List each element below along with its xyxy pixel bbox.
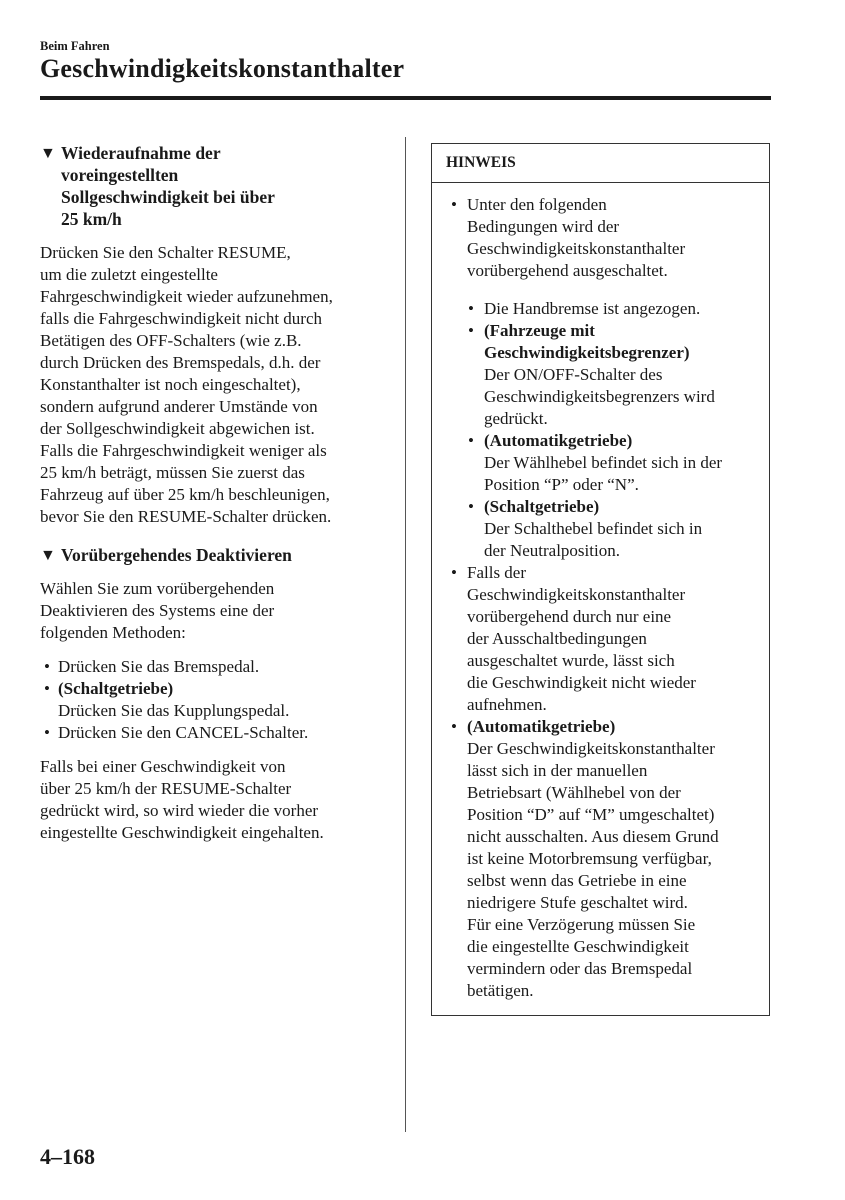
note-line: die eingestellte Geschwindigkeit (467, 937, 689, 956)
note-line: Position “P” oder “N”. (484, 475, 639, 494)
note-item (449, 562, 764, 716)
section-outro-deactivate (40, 756, 385, 844)
heading-line: Wiederaufnahme der (61, 143, 221, 163)
list-item (40, 678, 385, 722)
note-line: Der Wählhebel befindet sich in der (484, 453, 723, 472)
bullet-icon: • (44, 679, 50, 698)
note-condition: (Automatikgetriebe) (484, 431, 633, 450)
body-line: Falls bei einer Geschwindigkeit von (40, 757, 286, 776)
body-line: Wählen Sie zum vorübergehenden (40, 579, 275, 598)
note-line: niedrigere Stufe geschaltet wird. (467, 893, 688, 912)
body-line: eingestellte Geschwindigkeit eingehalten. (40, 823, 324, 842)
list-item-text: Drücken Sie den CANCEL-Schalter. (58, 723, 309, 742)
note-item (449, 716, 764, 1002)
note-line: gedrückt. (484, 409, 548, 428)
body-line: Fahrgeschwindigkeit wieder aufzunehmen, (40, 287, 333, 306)
list-item (40, 722, 385, 744)
section-heading-deactivate (40, 544, 385, 566)
body-line: Drücken Sie den Schalter RESUME, (40, 243, 291, 262)
note-subitem (449, 320, 764, 430)
bullet-icon: • (468, 497, 474, 516)
note-line: Position “D” auf “M” umgeschaltet) (467, 805, 715, 824)
chapter-label: Beim Fahren (40, 39, 110, 53)
left-column (40, 142, 385, 844)
note-line: Der Geschwindigkeitskonstanthalter (467, 739, 715, 758)
note-subitem (449, 430, 764, 496)
body-line: sondern aufgrund anderer Umstände von (40, 397, 318, 416)
section-body-resume (40, 242, 385, 528)
body-line: falls die Fahrgeschwindigkeit nicht durch (40, 309, 323, 328)
body-line: der Sollgeschwindigkeit abgewichen ist. (40, 419, 315, 438)
note-title: HINWEIS (446, 154, 516, 171)
body-line: Deaktivieren des Systems eine der (40, 601, 275, 620)
body-line: 25 km/h beträgt, müssen Sie zuerst das (40, 463, 305, 482)
note-condition: (Fahrzeuge mit (484, 321, 595, 340)
list-item-condition: (Schaltgetriebe) (58, 679, 174, 698)
list-item-text: Drücken Sie das Kupplungspedal. (58, 701, 290, 720)
note-item (449, 194, 764, 282)
bullet-icon: • (451, 563, 457, 582)
note-line: Geschwindigkeitskonstanthalter (467, 239, 686, 258)
bullet-icon: • (44, 657, 50, 676)
note-line: Falls der (467, 563, 527, 582)
bullet-icon: • (451, 195, 457, 214)
page-title: Geschwindigkeitskonstanthalter (40, 54, 405, 83)
note-line: die Geschwindigkeit nicht wieder (467, 673, 696, 692)
body-line: über 25 km/h der RESUME-Schalter (40, 779, 292, 798)
bullet-icon: • (44, 723, 50, 742)
page-number: 4–168 (40, 1144, 95, 1169)
note-line: Unter den folgenden (467, 195, 607, 214)
note-line: Für eine Verzögerung müssen Sie (467, 915, 696, 934)
body-line: Betätigen des OFF-Schalters (wie z.B. (40, 331, 302, 350)
body-line: bevor Sie den RESUME-Schalter drücken. (40, 507, 332, 526)
note-line: ist keine Motorbremsung verfügbar, (467, 849, 712, 868)
note-condition: (Automatikgetriebe) (467, 717, 616, 736)
list-item-text: Drücken Sie das Bremspedal. (58, 657, 260, 676)
note-line: Die Handbremse ist angezogen. (484, 299, 701, 318)
note-line: vermindern oder das Bremspedal (467, 959, 693, 978)
note-body (449, 194, 764, 1002)
list-item (40, 656, 385, 678)
note-line: lässt sich in der manuellen (467, 761, 648, 780)
note-condition: (Schaltgetriebe) (484, 497, 600, 516)
section-heading-resume (40, 142, 385, 230)
bullet-icon: • (468, 321, 474, 340)
note-line: vorübergehend ausgeschaltet. (467, 261, 668, 280)
heading-line: Vorübergehendes Deaktivieren (61, 545, 292, 565)
note-subitem (449, 298, 764, 320)
note-condition: Geschwindigkeitsbegrenzer) (484, 343, 690, 362)
note-line: der Neutralposition. (484, 541, 620, 560)
note-line: Bedingungen wird der (467, 217, 620, 236)
note-line: der Ausschaltbedingungen (467, 629, 647, 648)
note-line: Betriebsart (Wählhebel von der (467, 783, 681, 802)
body-line: Falls die Fahrgeschwindigkeit weniger als (40, 441, 327, 460)
triangle-down-icon: ▼ (40, 145, 56, 162)
note-box (431, 143, 770, 1016)
heading-line: Sollgeschwindigkeit bei über (61, 187, 275, 207)
bullet-icon: • (451, 717, 457, 736)
heading-line: voreingestellten (61, 165, 179, 185)
note-line: nicht ausschalten. Aus diesem Grund (467, 827, 719, 846)
note-line: betätigen. (467, 981, 534, 1000)
note-line: selbst wenn das Getriebe in eine (467, 871, 687, 890)
bullet-icon: • (468, 299, 474, 318)
bullet-icon: • (468, 431, 474, 450)
note-line: vorübergehend durch nur eine (467, 607, 672, 626)
body-line: um die zuletzt eingestellte (40, 265, 218, 284)
note-header (432, 144, 769, 183)
heading-line: 25 km/h (61, 209, 122, 229)
note-line: ausgeschaltet wurde, lässt sich (467, 651, 675, 670)
note-line: Geschwindigkeitskonstanthalter (467, 585, 686, 604)
triangle-down-icon: ▼ (40, 547, 56, 564)
body-line: folgenden Methoden: (40, 623, 186, 642)
body-line: Fahrzeug auf über 25 km/h beschleunigen, (40, 485, 330, 504)
note-line: Geschwindigkeitsbegrenzers wird (484, 387, 715, 406)
note-subitem (449, 496, 764, 562)
body-line: durch Drücken des Bremspedals, d.h. der (40, 353, 321, 372)
note-line: Der ON/OFF-Schalter des (484, 365, 663, 384)
body-line: Konstanthalter ist noch eingeschaltet), (40, 375, 301, 394)
title-rule (40, 96, 771, 100)
note-line: Der Schalthebel befindet sich in (484, 519, 703, 538)
body-line: gedrückt wird, so wird wieder die vorher (40, 801, 319, 820)
section-intro-deactivate (40, 578, 385, 644)
note-line: aufnehmen. (467, 695, 547, 714)
column-divider (405, 137, 406, 1132)
